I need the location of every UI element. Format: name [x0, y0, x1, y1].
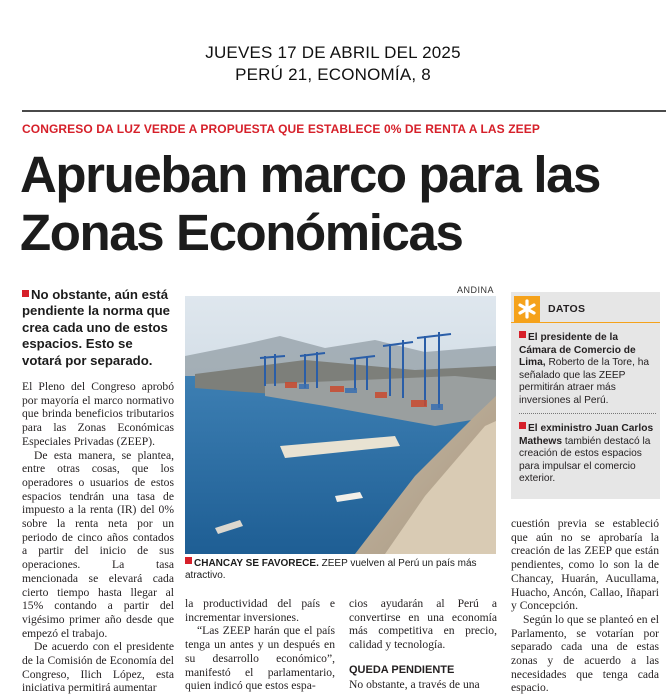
- chancay-port-image: [185, 296, 496, 554]
- article-lead: [22, 287, 174, 369]
- paragraph: cios ayudarán al Perú a convertirse en una economía más competitiva en precio, calidad y tecnología.: [349, 597, 497, 652]
- paragraph: De esta manera, se plantea, entre otras cosas, que los operadores o usuarios de estos espacios tendrán una tasa de impuesto a la renta (IR) del 0% sobre la renta neta por un periodo de cinco años contados a partir del inicio de sus operaciones. La tasa mencionada se elevará cada cierto tiempo hasta llegar al 15% contando a partir del vigésimo primer año desde que empezó el trabajo.: [22, 448, 174, 640]
- body-column-3: [349, 597, 497, 691]
- red-square-bullet-icon: [185, 557, 192, 564]
- datos-box-title: DATOS: [548, 303, 586, 315]
- article-headline: [20, 146, 660, 262]
- paragraph: De acuerdo con el presidente de la Comisión de Economía del Congreso, Ilich López, esta iniciativa permitirá aumentar: [22, 640, 174, 695]
- datos-item-text: Roberto de la Tore, ha señalado que las ZEEP permitirán atraer más inversiones al Perú.: [519, 357, 650, 406]
- section-divider: [22, 110, 666, 112]
- date-line: JUEVES 17 DE ABRIL DEL 2025: [205, 43, 461, 62]
- caption-bold: CHANCAY SE FAVORECE.: [194, 558, 319, 569]
- asterisk-star-icon: [514, 296, 540, 322]
- datos-item: [519, 422, 657, 486]
- section-subhead: QUEDA PENDIENTE: [349, 663, 455, 676]
- body-column-2: [185, 597, 335, 693]
- paragraph: “Las ZEEP harán que el país tenga un antes y un después en su desarrollo económico”, manifestó el parlamentario, quien indicó que estos espa-: [185, 624, 335, 693]
- datos-divider: [519, 413, 656, 414]
- photo-credit: ANDINA: [456, 285, 494, 295]
- paragraph: cuestión previa se estableció que aún no se aprobaría la creación de las ZEEP que están pendientes, como lo son la de Chancay, Huarán, Aucullama, Huacho, Ancón, Callao, Iñapari y Concepción.: [511, 517, 659, 613]
- datos-item: [519, 331, 657, 408]
- paragraph: Según lo que se planteó en el Parlamento, se votarían por separado cada una de estas zonas y de acuerdo a las necesidades que tenga cada espacio.: [511, 612, 659, 695]
- headline-line-1: Aprueban marco para las: [20, 146, 601, 203]
- lead-text: No obstante, aún está pendiente la norma que crea cada uno de estos espacios. Esto se votará por separado.: [22, 287, 171, 368]
- source-line: PERÚ 21, ECONOMÍA, 8: [235, 65, 431, 84]
- photo-caption: [185, 557, 503, 582]
- datos-box-rule: [511, 322, 660, 323]
- paragraph: No obstante, a través de una: [349, 677, 480, 691]
- paragraph: la productividad del país e incrementar inversiones.: [185, 597, 335, 624]
- datos-item-bold: El presidente de la Cámara de Comercio de Lima,: [519, 332, 636, 369]
- paragraph: El Pleno del Congreso aprobó por mayoría el marco normativo que brinda beneficios tributarios para las Zonas Económicas Especiales Privadas (ZEEP).: [22, 380, 174, 448]
- datos-item-text: también destacó la creación de estos espacios para impulsar el comercio exterior.: [519, 435, 651, 485]
- caption-text: ZEEP vuelven al Perú un país más atractivo.: [185, 558, 477, 581]
- publication-date-header: [0, 42, 666, 86]
- red-square-bullet-icon: [519, 331, 526, 338]
- article-kicker: CONGRESO DA LUZ VERDE A PROPUESTA QUE ESTABLECE 0% DE RENTA A LAS ZEEP: [22, 122, 540, 136]
- datos-item-bold: El exministro Juan Carlos Mathews: [519, 423, 654, 447]
- red-square-bullet-icon: [519, 422, 526, 429]
- red-square-bullet-icon: [22, 290, 29, 297]
- body-column-1: [22, 380, 174, 695]
- body-column-4: [511, 517, 659, 695]
- datos-box-header: [511, 292, 660, 323]
- datos-sidebar-box: [511, 292, 660, 499]
- port-photo: [185, 296, 496, 554]
- headline-line-2: Zonas Económicas: [20, 204, 463, 261]
